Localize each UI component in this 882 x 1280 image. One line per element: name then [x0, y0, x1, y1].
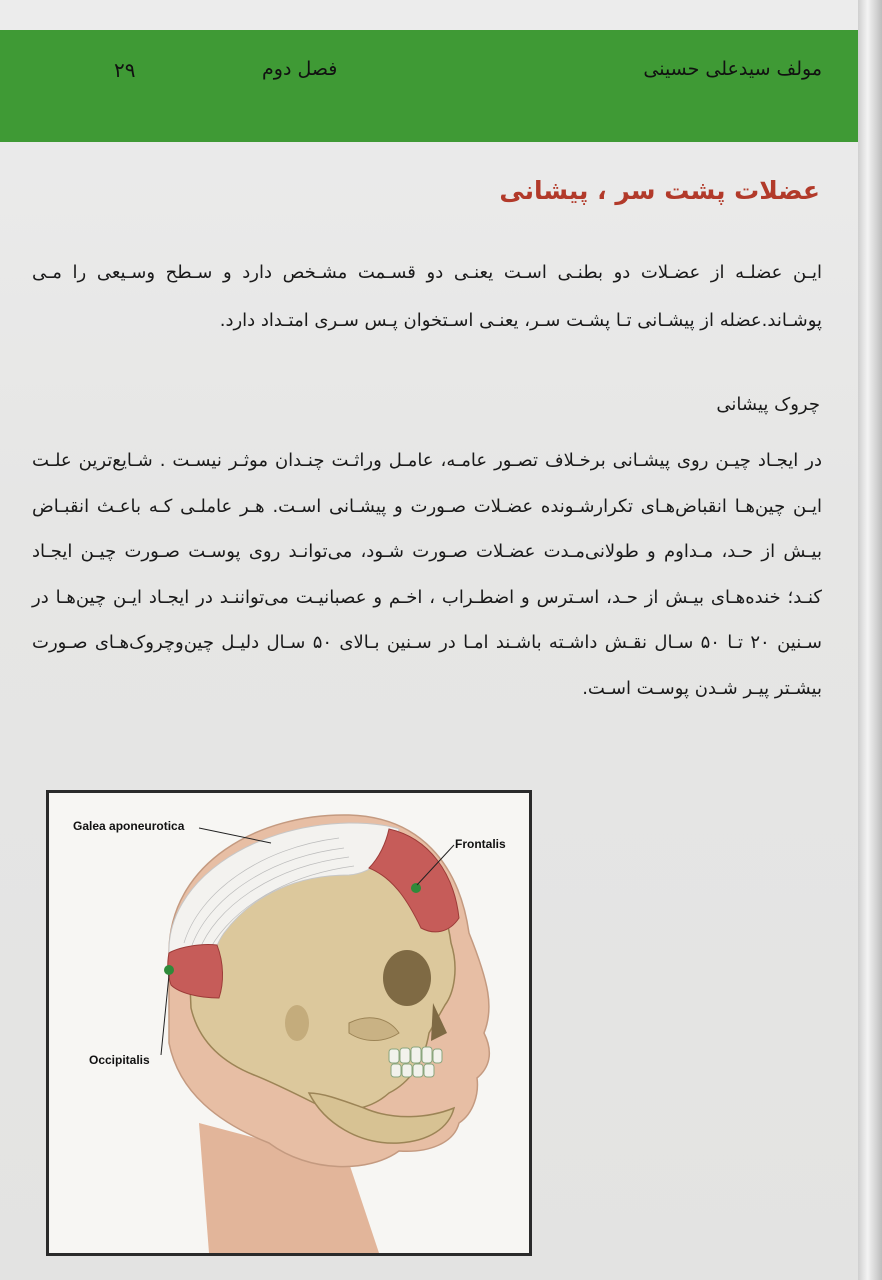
label-frontalis: Frontalis — [455, 837, 506, 851]
header-chapter: فصل دوم — [262, 58, 338, 80]
label-galea-aponeurotica: Galea aponeurotica — [73, 819, 185, 833]
frontalis-marker — [411, 883, 421, 893]
head-muscle-illustration — [49, 793, 529, 1253]
header-band — [0, 30, 858, 142]
wrinkle-paragraph: در ایجـاد چیـن روی پیشـانی برخـلاف تصـور عامـه، عامـل وراثـت چنـدان موثـر نیسـت . شـایع‌ترین علـت ایـن چین‌هـا انقباض‌هـای تکرارشـونده عضـلات صـورت و پیشـانی اسـت. هـر عاملـی کـه باعـث انقبـاض بیـش از حـد، مـداوم و طولانی‌مـدت عضـلات صـورت شـود، می‌توانـد روی پوسـت صـورت چیـن ایجـاد کنـد؛ خنده‌هـای بیـش از حـد، اسـترس و اضطـراب ، اخـم و عصبانیـت می‌تواننـد در ایجـاد ایـن چین‌هـا در سـنین ۲۰ تـا ۵۰ سـال نقـش داشـته باشـند امـا در سـنین بـالای ۵۰ سـال دلیـل چین‌وچروک‌هـای صـورت بیشـتر پیـر شـدن پوسـت اسـت. — [32, 450, 822, 699]
section-title: عضلات پشت سر ، پیشانی — [499, 176, 820, 205]
occipitalis-marker — [164, 965, 174, 975]
page-edge — [858, 0, 882, 1280]
page-number: ۲۹ — [114, 58, 136, 82]
intro-paragraph: ایـن عضلـه از عضـلات دو بطنـی اسـت یعنـی دو قسـمت مشـخص دارد و سـطح وسـیعی را مـی پوشـاند.عضله از پیشـانی تـا پشـت سـر، یعنـی اسـتخوان پـس سـری امتـداد دارد. — [32, 262, 822, 331]
header-author: مولف سیدعلی حسینی — [643, 58, 822, 80]
label-occipitalis: Occipitalis — [89, 1053, 150, 1067]
eye-socket — [383, 950, 431, 1006]
teeth — [389, 1047, 442, 1077]
anatomy-figure — [46, 790, 532, 1256]
subheading: چروک پیشانی — [716, 394, 820, 415]
